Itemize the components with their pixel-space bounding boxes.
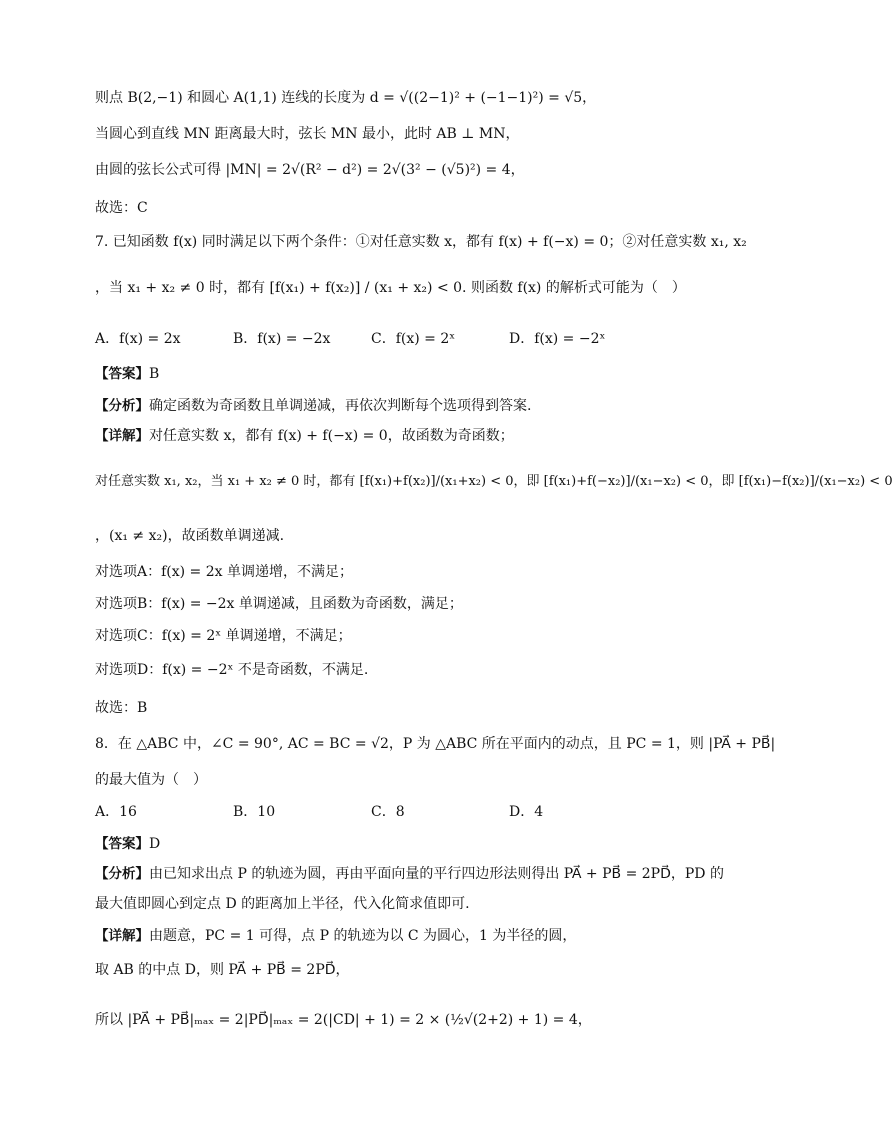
analysis-line (95, 864, 724, 884)
answer-tag: 【答案】 (95, 836, 149, 852)
answer-text: B (149, 366, 160, 382)
question-8-stem: 8．在 △ABC 中，∠C = 90°, AC = BC = √2，P 为 △ABC 所在平面内的动点，且 PC = 1，则 |PA⃗ + PB⃗| (95, 736, 776, 752)
answer-tag: 【答案】 (95, 366, 149, 382)
text-line: 对选项A：f(x) = 2x 单调递增，不满足； (95, 564, 353, 580)
answer-line (95, 834, 704, 854)
q7-option-a: A．f(x) = 2x (95, 331, 181, 347)
detail-line (95, 426, 704, 446)
text-line: 则点 B(2,−1) 和圆心 A(1,1) 连线的长度为 d = √((2−1)² + (−1−1)²) = √5， (95, 90, 597, 106)
question-7-stem-cont: ，当 x₁ + x₂ ≠ 0 时，都有 [f(x₁) + f(x₂)] / (x₁ + x₂) < 0. 则函数 f(x) 的解析式可能为（ ） (95, 280, 686, 296)
q8-option-d: D．4 (509, 804, 544, 820)
answer-text: D (149, 836, 161, 852)
detail-tag: 【详解】 (95, 428, 149, 444)
detail-text: 由题意，PC = 1 可得，点 P 的轨迹为以 C 为圆心，1 为半径的圆， (149, 928, 577, 944)
analysis-text: 由已知求出点 P 的轨迹为圆，再由平面向量的平行四边形法则得出 PA⃗ + PB⃗ = 2PD⃗，PD 的 (149, 866, 724, 882)
text-line: 由圆的弦长公式可得 |MN| = 2√(R² − d²) = 2√(3² − (√5)²) = 4， (95, 162, 525, 178)
text-line: 对选项D：f(x) = −2ˣ 不是奇函数，不满足. (95, 662, 369, 678)
q7-option-c: C．f(x) = 2ˣ (371, 331, 456, 347)
answer-line (95, 364, 704, 384)
detail-text: 对任意实数 x，都有 f(x) + f(−x) = 0，故函数为奇函数； (149, 428, 514, 444)
text-line: 对选项B：f(x) = −2x 单调递减，且函数为奇函数，满足； (95, 596, 463, 612)
q8-option-b: B．10 (233, 804, 276, 820)
question-7-stem: 7. 已知函数 f(x) 同时满足以下两个条件：①对任意实数 x，都有 f(x) + f(−x) = 0；②对任意实数 x₁, x₂ (95, 234, 747, 250)
text-line: 所以 |PA⃗ + PB⃗|ₘₐₓ = 2|PD⃗|ₘₐₓ = 2(|CD| + 1) = 2 × (½√(2+2) + 1) = 4， (95, 1012, 592, 1028)
detail-line (95, 926, 704, 946)
text-line: 对任意实数 x₁, x₂，当 x₁ + x₂ ≠ 0 时，都有 [f(x₁)+f(x₂)]/(x₁+x₂) < 0，即 [f(x₁)+f(−x₂)]/(x₁−x₂) < 0，即 [f(x₁)−f(x₂)]/(x₁−x₂) < 0 (95, 474, 893, 489)
text-line: ，(x₁ ≠ x₂)，故函数单调递减. (95, 528, 285, 544)
text-line: 故选：C (95, 200, 148, 216)
analysis-tag: 【分析】 (95, 398, 149, 414)
question-8-stem-cont: 的最大值为（ ） (95, 772, 207, 788)
q8-option-a: A．16 (95, 804, 137, 820)
q8-option-c: C．8 (371, 804, 405, 820)
detail-tag: 【详解】 (95, 928, 149, 944)
text-line: 对选项C：f(x) = 2ˣ 单调递增，不满足； (95, 628, 352, 644)
text-line: 取 AB 的中点 D，则 PA⃗ + PB⃗ = 2PD⃗， (95, 962, 350, 978)
q7-option-b: B．f(x) = −2x (233, 331, 331, 347)
q7-option-d: D．f(x) = −2ˣ (509, 331, 606, 347)
text-line: 最大值即圆心到定点 D 的距离加上半径，代入化简求值即可. (95, 896, 470, 912)
text-line: 当圆心到直线 MN 距离最大时，弦长 MN 最小，此时 AB ⊥ MN， (95, 126, 520, 142)
analysis-tag: 【分析】 (95, 866, 149, 882)
text-line: 故选：B (95, 700, 148, 716)
analysis-text: 确定函数为奇函数且单调递减，再依次判断每个选项得到答案. (149, 398, 532, 414)
analysis-line (95, 396, 704, 416)
